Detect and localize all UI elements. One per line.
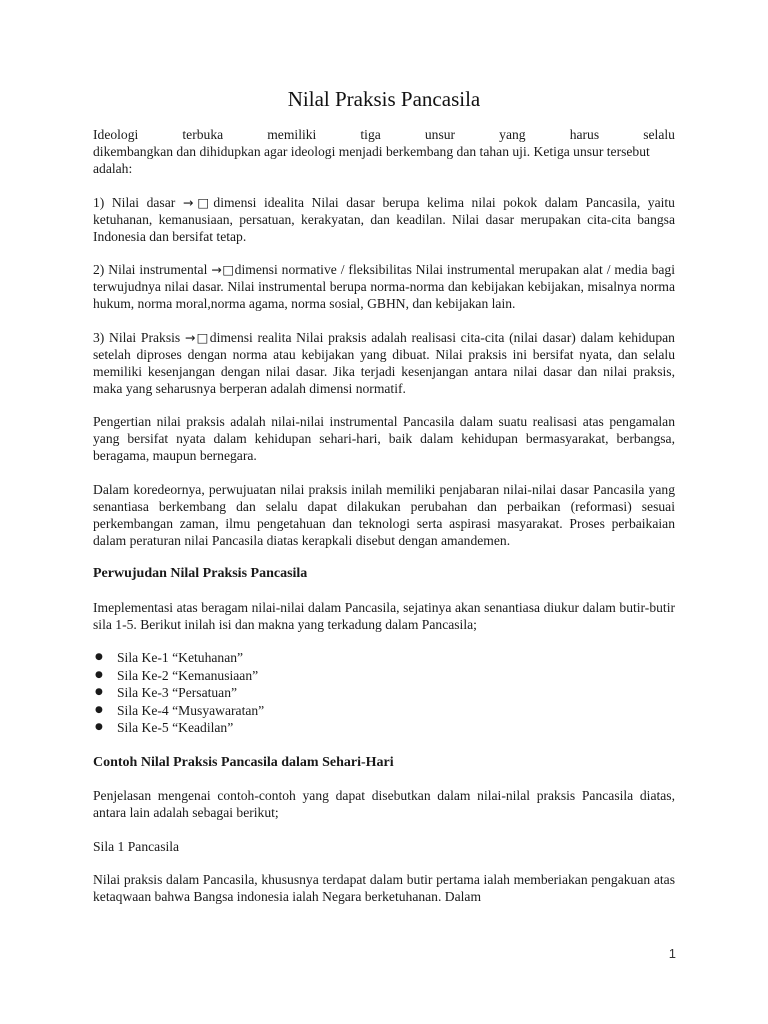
arrow-icon: →□ xyxy=(211,262,235,277)
intro-rest: dikembangkan dan dihidupkan agar ideologi menjadi berkembang dan tahan uji. Ketiga unsur tersebut adalah: xyxy=(93,144,650,176)
sila1-paragraph: Nilai praksis dalam Pancasila, khususnya terdapat dalam butir pertama ialah memberiakan pengakuan atas ketaqwaan bahwa Bangsa indonesia ialah Negara berketuhanan. Dalam xyxy=(93,872,675,905)
nilai-praksis-paragraph xyxy=(93,329,675,397)
pengertian-paragraph: Pengertian nilai praksis adalah nilai-nilai instrumental Pancasila dalam suatu realisasi atas pengamalan yang bersifat nyata dalam kehidupan sehari-hari, baik dalam kehidupan bermasyarakat, berbangsa, beragama, maupun bernegara. xyxy=(93,414,675,463)
bullet-icon: ● xyxy=(95,652,103,662)
list-item xyxy=(95,702,675,720)
bullet-icon: ● xyxy=(95,704,103,715)
bullet-icon: ● xyxy=(95,669,103,680)
list-item xyxy=(95,719,675,737)
intro-word: terbuka xyxy=(182,127,224,142)
page-number: 1 xyxy=(668,946,676,961)
intro-word: unsur xyxy=(424,127,456,142)
intro-word: memiliki xyxy=(267,127,317,142)
list-item-text: Sila Ke-3 “Persatuan” xyxy=(117,685,238,701)
item-prefix: 3) Nilai Praksis xyxy=(93,329,185,345)
perwujudan-heading: Perwujudan Nilal Praksis Pancasila xyxy=(93,566,308,581)
intro-word: harus xyxy=(569,127,600,142)
list-item xyxy=(95,649,675,667)
list-item-text: Sila Ke-2 “Kemanusiaan” xyxy=(117,667,259,683)
bullet-icon: ● xyxy=(95,687,103,698)
list-item xyxy=(95,667,675,685)
item-prefix: 2) Nilai instrumental xyxy=(93,262,212,277)
intro-word: Ideologi xyxy=(93,127,139,142)
intro-word: yang xyxy=(499,127,526,142)
intro-word: selalu xyxy=(643,127,675,142)
bullet-icon: ● xyxy=(95,722,103,733)
contoh-heading: Contoh Nilal Praksis Pancasila dalam Sehari-Hari xyxy=(93,754,394,770)
intro-first-line xyxy=(93,126,675,143)
dimension-term: dimensi idealita xyxy=(213,194,304,210)
list-item-text: Sila Ke-4 “Musyawaratan” xyxy=(117,702,265,718)
item-text: Nilai praksis adalah realisasi cita-cita (nilai dasar) dalam kehidupan setelah diproses dengan norma atau kebijakan yang dibuat. Nilai praksis ini bersifat nyata, dan selalu memiliki kesenjangan dengan nilai dasar. Jika terjadi kesenjangan antara nilai dasar dan nilai praksis, maka yang seharusnya berperan adalah dimensi normatif. xyxy=(93,329,675,396)
list-item xyxy=(95,684,675,702)
sila1-label: Sila 1 Pancasila xyxy=(93,838,180,854)
arrow-icon: →□ xyxy=(182,194,214,210)
dimension-term: dimensi normative / fleksibilitas xyxy=(234,262,412,277)
dimension-term: dimensi realita xyxy=(209,329,292,345)
item-text: Nilai instrumental merupakan alat / media bagi terwujudnya nilai dasar. Nilai instrumental berupa norma-norma dan kebijakan kebijakan, misalnya norma hukum, norma moral,norma agama, norma sosial, GBHN, dan kebijakan lain. xyxy=(93,262,675,311)
nilai-dasar-paragraph xyxy=(93,194,675,245)
list-item-text: Sila Ke-1 “Ketuhanan” xyxy=(117,650,244,665)
koredeor-paragraph: Dalam koredeornya, perwujuatan nilai praksis inilah memiliki penjabaran nilai-nilai dasar Pancasila yang senantiasa berkembang dan selalu dapat dilakukan perubahan dan perbaikan (reformasi) sesuai perkembangan zaman, ilmu pengetahuan dan teknologi serta aspirasi masyarakat. Proses perbaikaian dalam peraturan nilai Pancasila diatas kerapkali disebut dengan amandemen. xyxy=(93,481,675,548)
intro-word: tiga xyxy=(360,127,381,142)
implementasi-paragraph: Imeplementasi atas beragam nilai-nilai dalam Pancasila, sejatinya akan senantiasa diukur dalam butir-butir sila 1-5. Berikut inilah isi dan makna yang terkadung dalam Pancasila; xyxy=(93,599,675,632)
list-item-text: Sila Ke-5 “Keadilan” xyxy=(117,720,234,736)
sila-list xyxy=(93,649,675,737)
penjelasan-paragraph: Penjelasan mengenai contoh-contoh yang dapat disebutkan dalam nilai-nilal praksis Pancasila diatas, antara lain adalah sebagai berikut; xyxy=(93,788,675,821)
arrow-icon: →□ xyxy=(184,329,210,345)
intro-paragraph xyxy=(93,126,675,177)
item-prefix: 1) Nilai dasar xyxy=(93,194,183,210)
item-text: Nilai dasar berupa kelima nilai pokok dalam Pancasila, yaitu ketuhanan, kemanusiaan, persatuan, kerakyatan, dan keadilan. Nilai dasar merupakan cita-cita bangsa Indonesia dan bersifat tetap. xyxy=(93,194,675,244)
nilai-instrumental-paragraph xyxy=(93,261,675,312)
document-title: Nilal Praksis Pancasila xyxy=(287,87,481,111)
